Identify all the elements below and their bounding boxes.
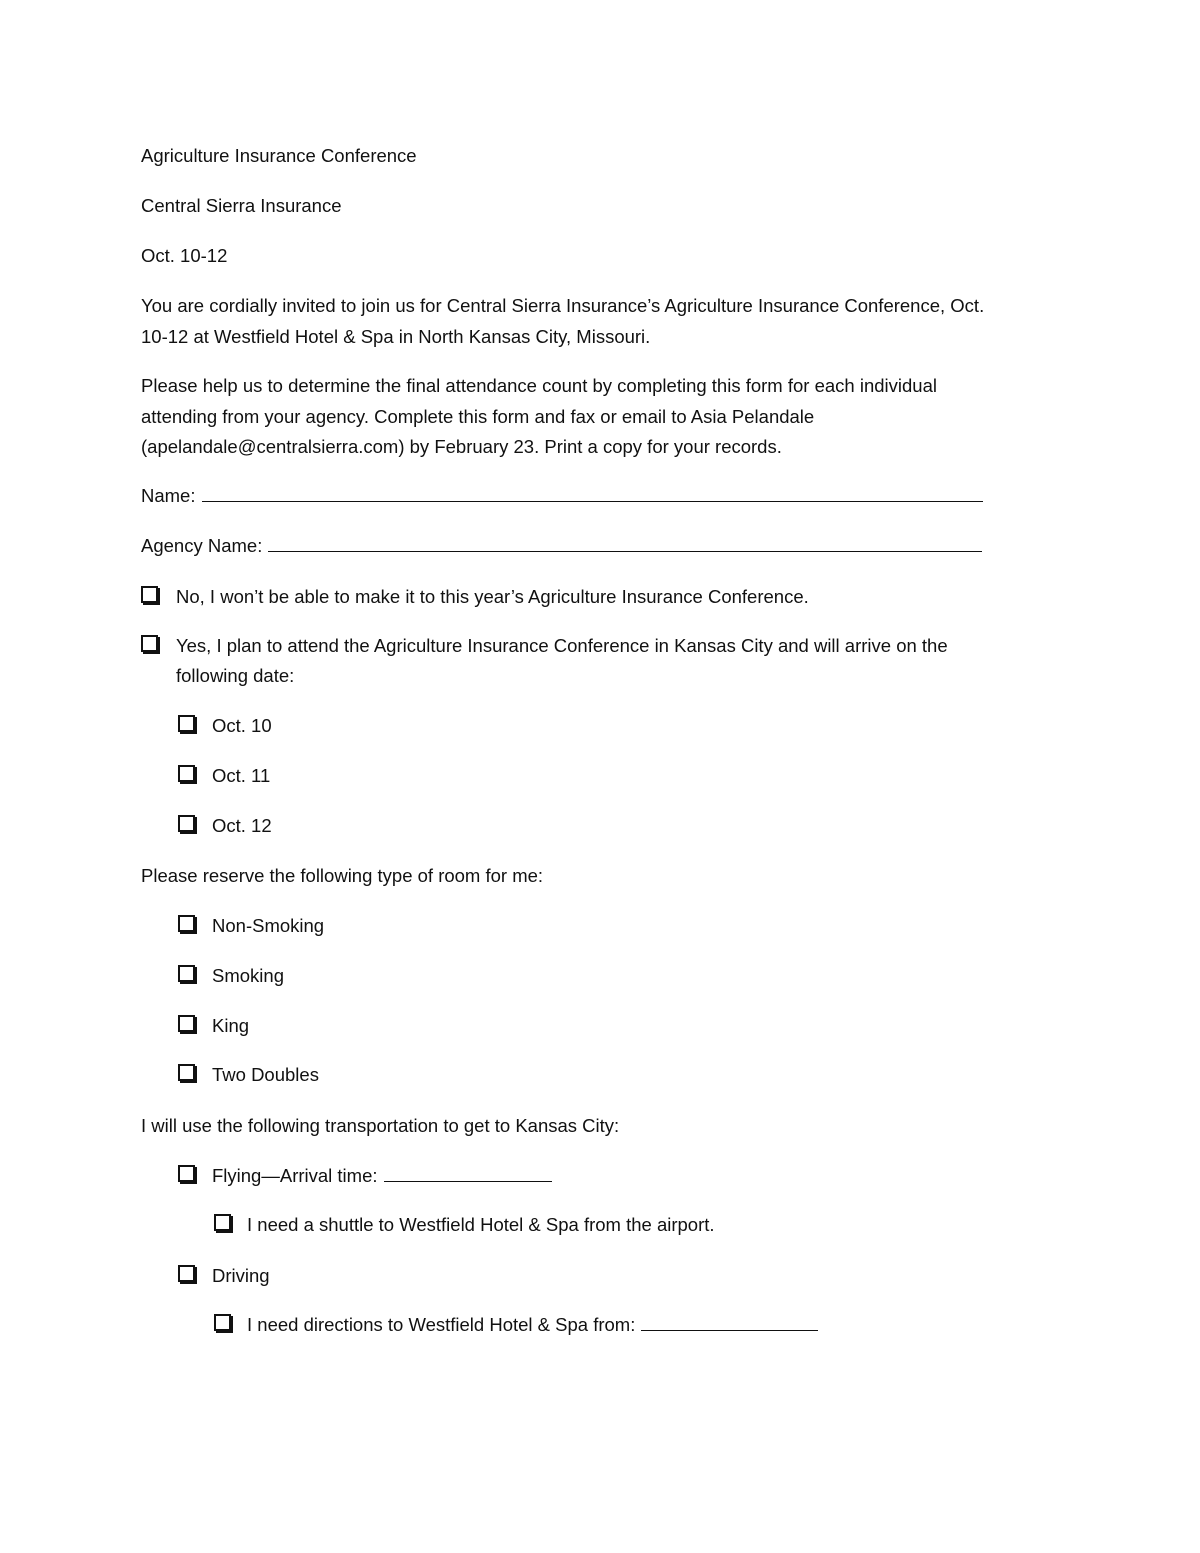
arrival-date-option: [178, 811, 478, 841]
attend-checkbox[interactable]: [141, 635, 158, 652]
shuttle-label: I need a shuttle to Westfield Hotel & Spa from the airport.: [247, 1214, 715, 1235]
instructions-paragraph: [141, 371, 1041, 463]
agency-field-row: [141, 531, 982, 561]
room-option: [178, 911, 578, 941]
agency-label: Agency Name:: [141, 535, 263, 556]
agency-input-line[interactable]: [268, 533, 982, 552]
directions-label: I need directions to Westfield Hotel & Spa from:: [247, 1314, 636, 1335]
company-name: Central Sierra Insurance: [141, 195, 342, 216]
decline-option: [141, 582, 1041, 612]
attend-option: [141, 631, 1041, 693]
room-label: King: [212, 1015, 250, 1036]
arrival-date-label: Oct. 10: [212, 715, 272, 736]
directions-row: [247, 1310, 818, 1340]
room-checkbox[interactable]: [178, 1015, 195, 1032]
conference-title: Agriculture Insurance Conference: [141, 145, 417, 166]
room-option: [178, 1060, 578, 1090]
room-checkbox[interactable]: [178, 965, 195, 982]
arrival-date-label: Oct. 11: [212, 765, 271, 786]
conference-dates: Oct. 10-12: [141, 245, 228, 266]
driving-label: Driving: [212, 1265, 270, 1286]
room-label: Smoking: [212, 965, 284, 986]
decline-label: No, I won’t be able to make it to this year’s Agriculture Insurance Conference.: [176, 586, 809, 607]
arrival-time-input-line[interactable]: [384, 1163, 552, 1182]
room-checkbox[interactable]: [178, 915, 195, 932]
attend-label-line: Yes, I plan to attend the Agriculture Insurance Conference in Kansas City and will arrive on the: [176, 635, 948, 656]
arrival-date-checkbox[interactable]: [178, 765, 195, 782]
decline-checkbox[interactable]: [141, 586, 158, 603]
arrival-date-checkbox[interactable]: [178, 815, 195, 832]
invitation-line: 10-12 at Westfield Hotel & Spa in North Kansas City, Missouri.: [141, 325, 651, 347]
shuttle-checkbox[interactable]: [214, 1214, 231, 1231]
arrival-date-checkbox[interactable]: [178, 715, 195, 732]
instructions-line: (apelandale@centralsierra.com) by February 23. Print a copy for your records.: [141, 436, 782, 457]
directions-option: [214, 1310, 1014, 1340]
name-label: Name:: [141, 485, 196, 506]
invitation-paragraph: [141, 291, 1041, 352]
name-field-row: [141, 481, 983, 511]
room-checkbox[interactable]: [178, 1064, 195, 1081]
instructions-line: Please help us to determine the final attendance count by completing this form for each individual: [141, 375, 937, 396]
arrival-date-option: [178, 711, 478, 741]
flying-row: [212, 1161, 552, 1191]
attend-label-line: following date:: [176, 665, 295, 686]
arrival-date-label: Oct. 12: [212, 815, 272, 836]
directions-origin-input-line[interactable]: [641, 1312, 818, 1331]
instructions-line: attending from your agency. Complete this form and fax or email to Asia Pelandale: [141, 405, 815, 427]
room-option: [178, 961, 578, 991]
room-prompt: Please reserve the following type of room for me:: [141, 865, 544, 886]
flying-option: [178, 1161, 678, 1191]
invitation-line: You are cordially invited to join us for Central Sierra Insurance’s Agriculture Insurance Conference, Oct.: [141, 295, 985, 316]
room-label: Non-Smoking: [212, 915, 325, 936]
room-option: [178, 1011, 578, 1041]
room-label: Two Doubles: [212, 1064, 319, 1085]
driving-checkbox[interactable]: [178, 1265, 195, 1282]
directions-checkbox[interactable]: [214, 1314, 231, 1331]
flying-label: Flying—Arrival time:: [212, 1165, 378, 1186]
shuttle-option: [214, 1210, 914, 1240]
flying-checkbox[interactable]: [178, 1165, 195, 1182]
transport-prompt: I will use the following transportation to get to Kansas City:: [141, 1115, 620, 1136]
arrival-date-option: [178, 761, 478, 791]
name-input-line[interactable]: [202, 483, 983, 502]
driving-option: [178, 1261, 578, 1291]
